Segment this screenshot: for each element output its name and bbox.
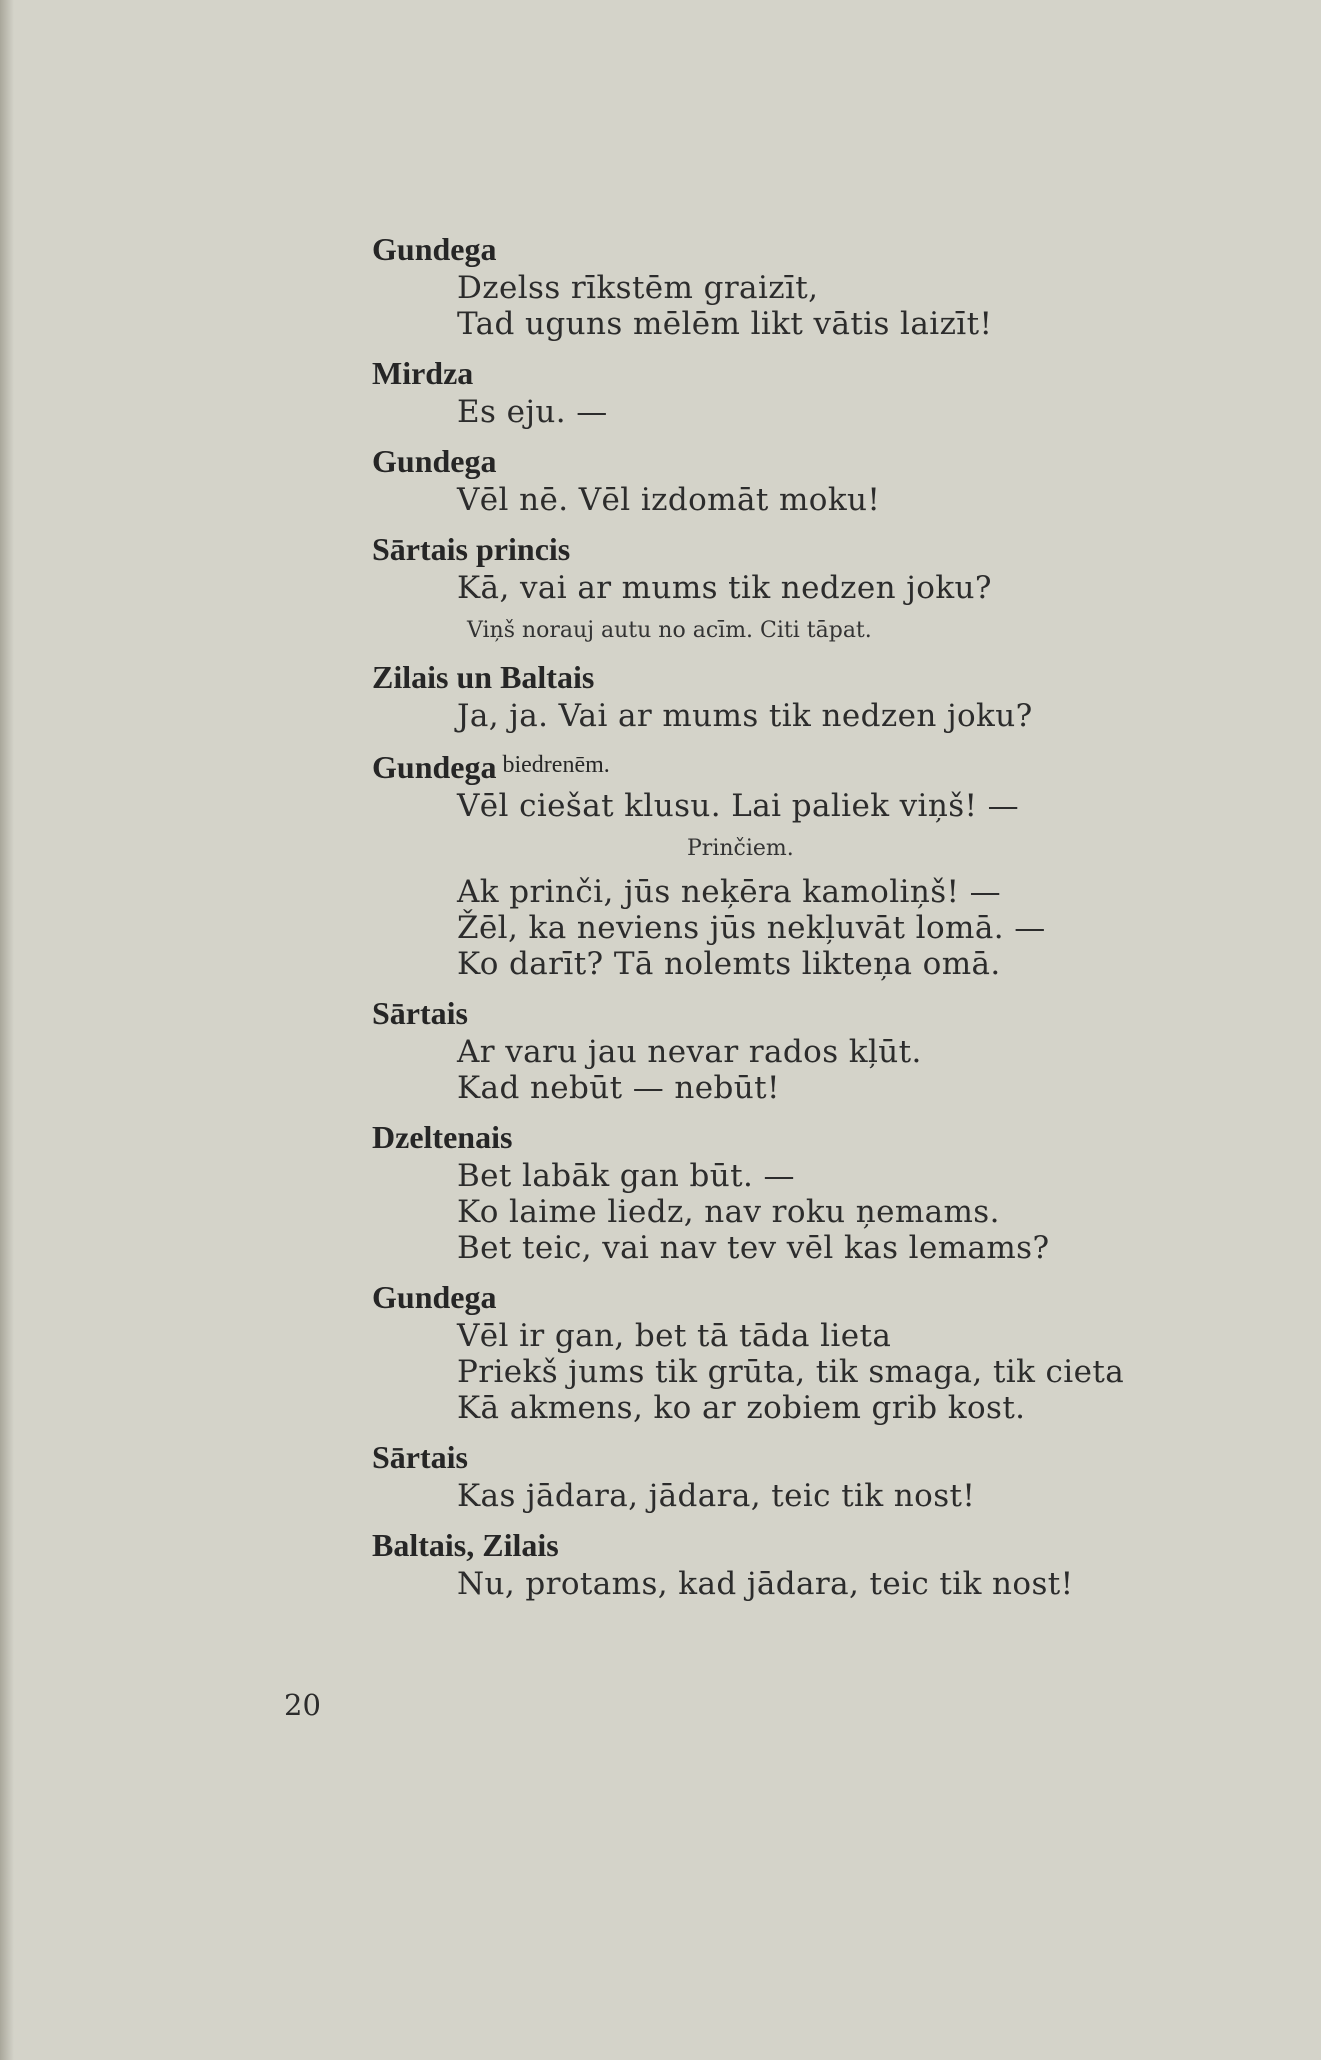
speaker-direction: biedrenēm. (502, 752, 610, 778)
speaker-name: Zilais un Baltais (372, 659, 595, 695)
dialogue-block (372, 744, 1252, 982)
speaker-name: Gundega (372, 231, 497, 267)
speaker-name: Baltais, Zilais (372, 1527, 559, 1563)
dialogue-line: Vēl nē. Vēl izdomāt moku! (457, 482, 881, 518)
dialogue-line: Bet teic, vai nav tev vēl kas lemams? (457, 1230, 1050, 1266)
dialogue-line: Tad uguns mēlēm likt vātis laizīt! (457, 306, 993, 342)
dialogue-line: Ko laime liedz, nav roku ņemams. (457, 1194, 1000, 1230)
dialogue-line: Ko darīt? Tā nolemts likteņa omā. (457, 946, 1001, 982)
dialogue-line: Vēl ciešat klusu. Lai paliek viņš! — (457, 788, 1020, 824)
dialogue-block (372, 1116, 1252, 1266)
stage-direction: Prinčiem. (687, 836, 794, 861)
page-edge (0, 0, 14, 2060)
dialogue-block (372, 1436, 1252, 1514)
dialogue-block (372, 992, 1252, 1106)
dialogue-line: Žēl, ka neviens jūs nekļuvāt lomā. — (457, 910, 1046, 946)
speaker-name (372, 744, 1252, 788)
dialogue-line: Ar varu jau nevar rados kļūt. (457, 1034, 922, 1070)
stage-direction: Viņš norauj autu no acīm. Citi tāpat. (467, 618, 872, 643)
dialogue-line: Bet labāk gan būt. — (457, 1158, 795, 1194)
speaker-name: Sārtais (372, 995, 468, 1031)
dialogue-line: Dzelss rīkstēm graizīt, (457, 270, 819, 306)
speaker-name: Gundega (372, 443, 497, 479)
speaker-name: Mirdza (372, 355, 474, 391)
dialogue-block (372, 1276, 1252, 1426)
speaker-name: Dzeltenais (372, 1119, 513, 1155)
dialogue-block (372, 228, 1252, 342)
speaker-label: Gundega (372, 749, 497, 785)
speaker-name: Sārtais (372, 1439, 468, 1475)
speaker-name: Gundega (372, 1279, 497, 1315)
dialogue-block (372, 528, 1252, 656)
play-text (372, 228, 1252, 1612)
dialogue-line: Priekš jums tik grūta, tik smaga, tik cieta (457, 1354, 1125, 1390)
dialogue-block (372, 656, 1252, 734)
dialogue-line: Kas jādara, jādara, teic tik nost! (457, 1478, 976, 1514)
dialogue-line: Kad nebūt — nebūt! (457, 1070, 780, 1106)
dialogue-line: Vēl ir gan, bet tā tāda lieta (457, 1318, 892, 1354)
dialogue-block (372, 352, 1252, 430)
dialogue-line: Es eju. — (457, 394, 608, 430)
dialogue-line: Ak prinči, jūs neķēra kamoliņš! — (457, 874, 1002, 910)
dialogue-line: Nu, protams, kad jādara, teic tik nost! (457, 1566, 1074, 1602)
dialogue-line: Kā, vai ar mums tik nedzen joku? (457, 570, 992, 606)
dialogue-block (372, 1524, 1252, 1602)
dialogue-line: Kā akmens, ko ar zobiem grib kost. (457, 1390, 1026, 1426)
speaker-name: Sārtais princis (372, 531, 571, 567)
dialogue-line: Ja, ja. Vai ar mums tik nedzen joku? (457, 698, 1033, 734)
page-number: 20 (284, 1688, 321, 1722)
dialogue-block (372, 440, 1252, 518)
